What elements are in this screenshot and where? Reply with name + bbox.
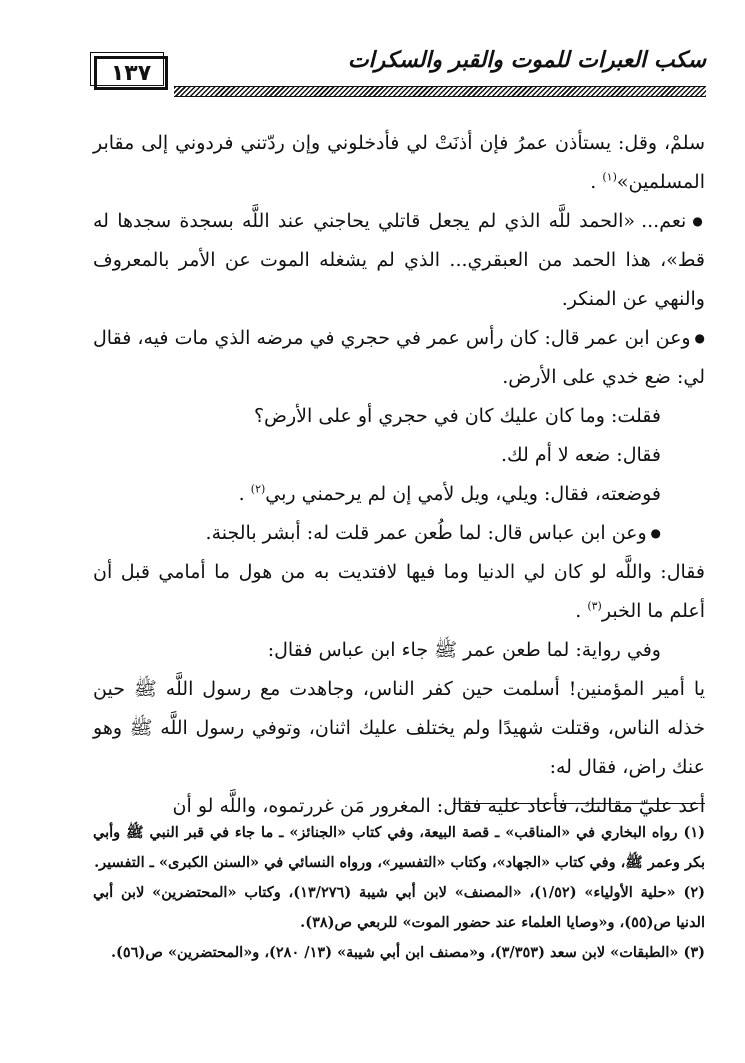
page-number: ١٣٧: [94, 56, 168, 90]
page-header: [94, 48, 706, 98]
paragraph: يا أمير المؤمنين! أسلمت حين كفر الناس، وجاهدت مع رسول اللَّه ﷺ حين خذله الناس، وقتلت شهيدًا ولم يختلف عليك اثنان، وتوفي رسول اللَّه ﷺ وهو عنك راض، فقال له:: [93, 678, 705, 778]
footnote: (٣) «الطبقات» لابن سعد (٣/٣٥٣)، و«مصنف ابن أبي شيبة» (١٣/ ٢٨٠)، و«المحتضرين» ص(٥٦).: [111, 944, 705, 961]
footnote-marker: (١): [602, 170, 617, 184]
paragraph: أعد عليّ مقالتك، فأعاد عليه فقال: المغرور مَن غررتموه، واللَّه لو أن: [172, 795, 705, 817]
footnote-separator: [453, 803, 705, 804]
header-rule: [174, 86, 706, 97]
paragraph: وفي رواية: لما طعن عمر ﷺ جاء ابن عباس فقال:: [267, 639, 661, 661]
paragraph: ● نعم... «الحمد للَّه الذي لم يجعل قاتلي يحاجني عند اللَّه بسجدة سجدها له قط»، هذا الحمد من العبقري... الذي لم يشغله الموت عن الأمر بالمعروف والنهي عن المنكر.: [93, 202, 705, 319]
paragraph: ● وعن ابن عباس قال: لما طُعن عمر قلت له: أبشر بالجنة.: [93, 514, 705, 553]
footnote: (٢) «حلية الأولياء» (١/٥٢)، «المصنف» لابن أبي شيبة (١٣/٢٧٦)، وكتاب «المحتضرين» لابن أبي الدنيا ص(٥٥)، و«وصايا العلماء عند حضور الموت» للربعي ص(٣٨).: [93, 884, 705, 931]
paragraph: سلمْ، وقل: يستأذن عمرُ فإن أذنَتْ لي فأدخلوني وإن ردّتني فردوني إلى مقابر المسلمين»$^{(١)}$ .: [93, 132, 705, 193]
paragraph: فقلت: وما كان عليك كان في حجري أو على الأرض؟: [253, 405, 661, 427]
paragraph: فوضعته، فقال: ويلي، ويل لأمي إن لم يرحمني ربي$^{(٢)}$ .: [238, 482, 661, 505]
footnote-marker: (٢): [250, 482, 266, 496]
footnote-marker: (٣): [587, 599, 602, 613]
paragraph: ● وعن ابن عمر قال: كان رأس عمر في حجري في مرضه الذي مات فيه، فقال لي: ضع خدي على الأرض.: [93, 319, 705, 397]
running-title: سكب العبرات للموت والقبر والسكرات: [347, 48, 706, 73]
footnotes: [93, 818, 705, 968]
paragraph: فقال: واللَّه لو كان لي الدنيا وما فيها لافتديت به من هول ما أمامي قبل أن أعلم ما الخبر$^{(٣)}$ .: [93, 561, 705, 622]
main-text: [93, 124, 705, 826]
footnote: (١) رواه البخاري في «المناقب» ـ قصة البيعة، وفي كتاب «الجنائز» ـ ما جاء في قبر النبي ﷺ وأبي بكر وعمر ﷺ، وفي كتاب «الجهاد»، وكتاب «التفسير»، ورواه النسائي في «السنن الكبرى» ـ التفسير.: [93, 824, 705, 871]
paragraph: فقال: ضعه لا أم لك.: [500, 444, 661, 466]
